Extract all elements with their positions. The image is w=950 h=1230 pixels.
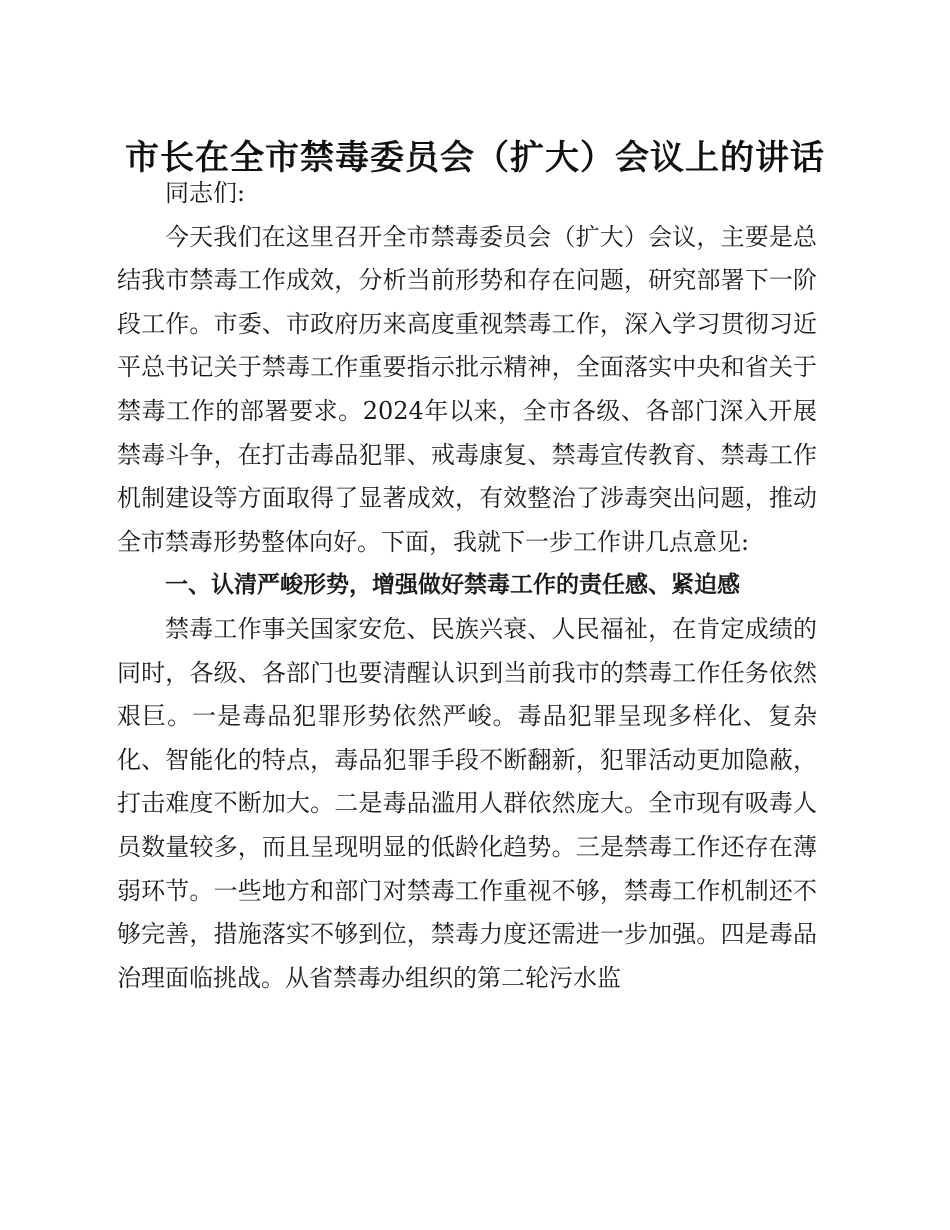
section-paragraph: 禁毒工作事关国家安危、民族兴衰、人民福祉，在肯定成绩的同时，各级、各部门也要清醒认识到当前我市的禁毒工作任务依然艰巨。一是毒品犯罪形势依然严峻。毒品犯罪呈现多样化、复杂化、智能化的特点，毒品犯罪手段不断翻新，犯罪活动更加隐蔽，打击难度不断加大。二是毒品滥用人群依然庞大。全市现有吸毒人员数量较多，而且呈现明显的低龄化趋势。三是禁毒工作还存在薄弱环节。一些地方和部门对禁毒工作重视不够，禁毒工作机制还不够完善，措施落实不够到位，禁毒力度还需进一步加强。四是毒品治理面临挑战。从省禁毒办组织的第二轮污水监: [117, 614, 817, 992]
section-heading: 一、认清严峻形势，增强做好禁毒工作的责任感、紧迫感: [165, 572, 740, 599]
document-body: [117, 172, 817, 1000]
document-title: 市长在全市禁毒委员会（扩大）会议上的讲话: [125, 138, 825, 178]
intro-paragraph: 今天我们在这里召开全市禁毒委员会（扩大）会议，主要是总结我市禁毒工作成效，分析当前形势和存在问题，研究部署下一阶段工作。市委、市政府历来高度重视禁毒工作，深入学习贯彻习近平总书记关于禁毒工作重要指示批示精神，全面落实中央和省关于禁毒工作的部署要求。2024年以来，全市各级、各部门深入开展禁毒斗争，在打击毒品犯罪、戒毒康复、禁毒宣传教育、禁毒工作机制建设等方面取得了显著成效，有效整治了涉毒突出问题，推动全市禁毒形势整体向好。下面，我就下一步工作讲几点意见:: [117, 222, 817, 556]
greeting: 同志们:: [165, 179, 246, 207]
